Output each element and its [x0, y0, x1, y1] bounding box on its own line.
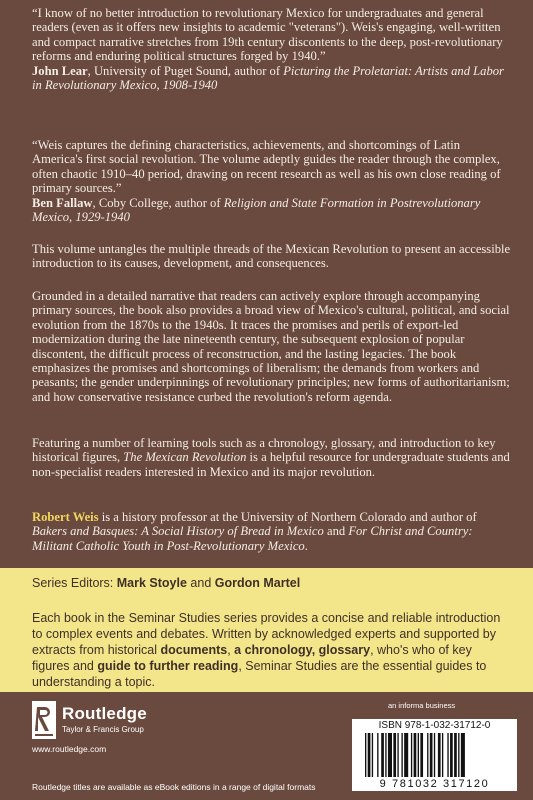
isbn-barcode	[352, 719, 517, 791]
quote-1-book: Picturing the Proletariat: Artists and Labor in Revolutionary Mexico, 1908-1940	[32, 63, 504, 93]
series-keyword-guide: guide to further reading	[97, 659, 239, 673]
isbn-text: ISBN 978-1-032-31712-0	[378, 720, 491, 731]
series-description	[32, 610, 502, 690]
quote-2-author: Ben Fallaw	[32, 195, 93, 210]
barcode-number: 9 781032 317120	[379, 778, 490, 790]
para-3-before: Featuring a number of learning tools such as a chronology, glossary, and introduction to key historical figures,	[32, 436, 496, 465]
barcode-icon	[365, 733, 505, 777]
quote-2-attribution	[32, 196, 480, 224]
endorsement-quote-1	[32, 6, 512, 92]
endorsement-quote-2	[32, 138, 512, 224]
quote-2-text: “Weis captures the defining characteristics, achievements, and shortcomings of Latin America's first social revolution. The volume adeptly guides the reader through the complex, often chaotic 1910–40 period, drawing on recent research as well as his own close reading of primary sources.”	[32, 138, 501, 196]
quote-1-text: “I know of no better introduction to revolutionary Mexico for undergraduates and general readers (even as it offers new insights to academic "veterans"). Weis's engaging, well-written and compact narrative stretches from 19th century discontents to the deep, post-revolutionary reforms and enduring political structures forged by 1940.”	[32, 6, 503, 64]
para-3-book-title: The Mexican Revolution	[123, 450, 247, 465]
para-3-after: is a helpful resource for undergraduate students and non-specialist readers interested in Mexico and its major revolution.	[32, 450, 510, 479]
series-editors-label: Series Editors:	[32, 576, 117, 590]
quote-1-affiliation: , University of Puget Sound, author of	[87, 63, 284, 78]
series-editors-and: and	[186, 576, 215, 590]
series-editor-2: Gordon Martel	[214, 576, 301, 590]
informa-tagline: an informa business	[388, 701, 456, 710]
quote-2-book: Religion and State Formation in Postrevolutionary Mexico, 1929-1940	[32, 195, 481, 225]
publisher-group: Taylor & Francis Group	[62, 725, 144, 734]
author-name: Robert Weis	[32, 510, 99, 524]
series-keyword-chronology: a chronology, glossary	[234, 643, 371, 657]
author-bio-text-2: and	[323, 524, 349, 539]
series-desc-3: , who's who of key figures and	[32, 643, 472, 673]
description-paragraph-2: Grounded in a detailed narrative that readers can actively explore through accompanying primary sources, the book also provides a broad view of Mexico's cultural, political, and social evolution from the 1870s to the 1940s. It traces the promises and perils of export-led modernization during the late nineteenth century, the subsequent explosion of popular discontent, the difficult process of reconstruction, and the lasting legacies. The book emphasizes the promises and shortcomings of liberalism; the demands from workers and peasants; the gender underpinnings of revolutionary principles; new forms of authoritarianism; and how conservative resistance curbed the revolution's reform agenda.	[32, 289, 510, 404]
publisher-website[interactable]: www.routledge.com	[32, 744, 107, 754]
routledge-logo-icon	[32, 701, 56, 739]
publisher-footer	[0, 692, 533, 800]
description-paragraph-3	[32, 436, 512, 479]
quote-1-attribution	[32, 64, 504, 92]
author-book-2: For Christ and Country: Militant Catholic Youth in Post-Revolutionary Mexico	[32, 524, 473, 553]
description-paragraph-1: This volume untangles the multiple threads of the Mexican Revolution to present an accessible introduction to its causes, development, and consequences.	[32, 242, 511, 271]
series-desc-4: , Seminar Studies are the essential guides to understanding a topic.	[32, 659, 487, 689]
series-editors	[32, 576, 512, 591]
series-editor-1: Mark Stoyle	[116, 576, 187, 590]
quote-1-author: John Lear	[32, 63, 88, 78]
author-bio-text-1: is a history professor at the University of Northern Colorado and author of	[98, 510, 477, 524]
ebook-note: Routledge titles are available as eBook editions in a range of digital formats	[32, 782, 316, 792]
series-desc-1: Each book in the Seminar Studies series provides a concise and reliable introduction to complex events and debates. Written by acknowledged experts and supported by extracts from historical	[32, 611, 501, 657]
series-keyword-documents: documents	[160, 643, 228, 657]
publisher-name: Routledge	[62, 704, 147, 723]
author-book-1: Bakers and Basques: A Social History of Bread in Mexico	[32, 524, 324, 539]
series-desc-2: ,	[227, 643, 235, 657]
author-bio	[32, 510, 512, 553]
quote-2-affiliation: , Coby College, author of	[92, 195, 224, 210]
author-bio-text-3: .	[304, 538, 308, 553]
